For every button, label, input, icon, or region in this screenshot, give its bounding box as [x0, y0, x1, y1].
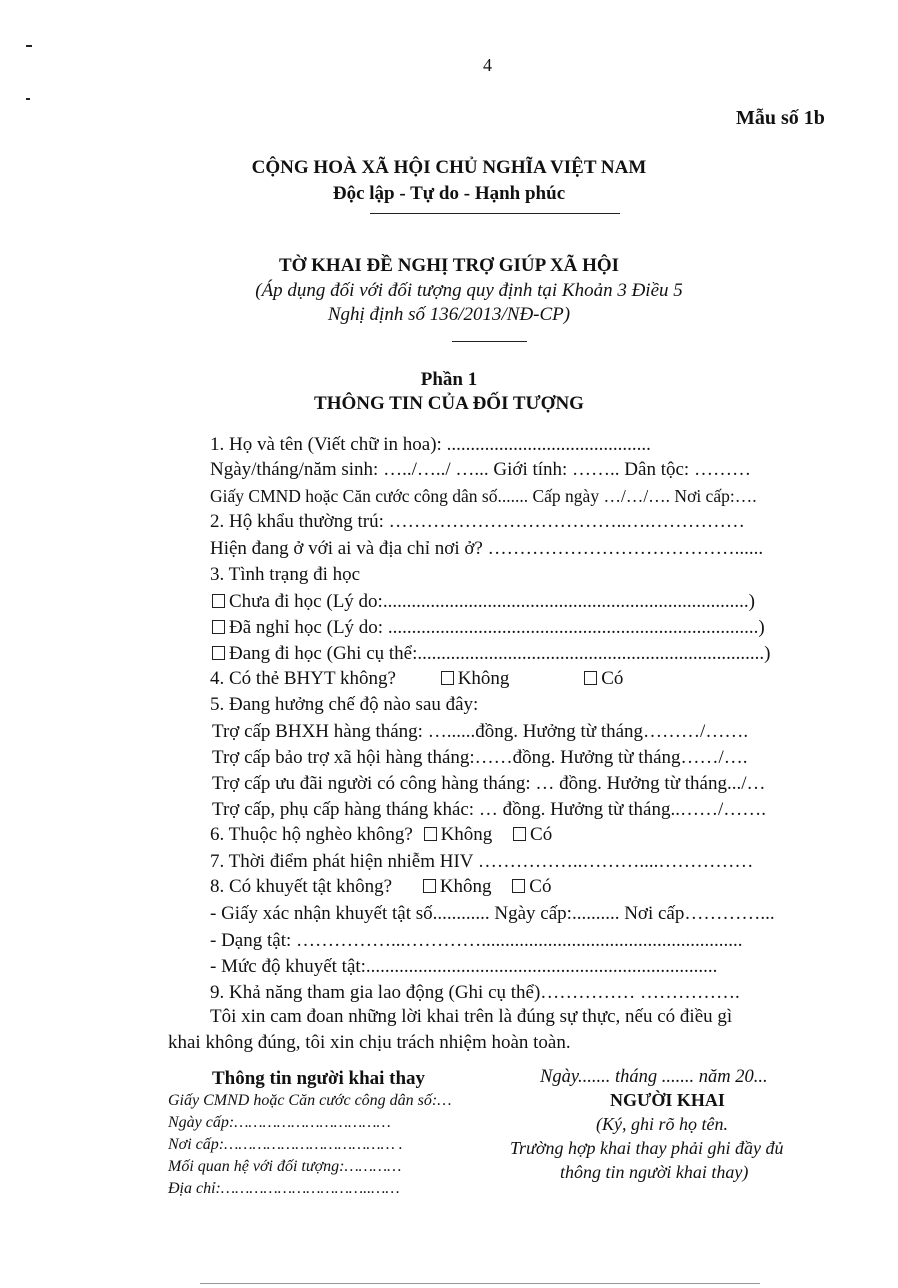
margin-mark: [26, 45, 32, 47]
page-number: 4: [483, 55, 492, 75]
field-benefits: 5. Đang hưởng chế độ nào sau đây:: [210, 694, 479, 715]
proxy-address: Địa chỉ:…………………………..……: [168, 1180, 400, 1197]
checkbox[interactable]: [423, 879, 436, 893]
checkbox[interactable]: [512, 879, 525, 893]
checkbox[interactable]: [212, 620, 225, 634]
proxy-id: Giấy CMND hoặc Căn cước công dân số:…: [168, 1092, 452, 1109]
form-subtitle-1: (Áp dụng đối với đối tượng quy định tại Khoản 3 Điều 5: [255, 280, 683, 301]
field-disability-type: - Dạng tật: ……………...………….......................................................: [210, 930, 743, 951]
field-residence: 2. Hộ khẩu thường trú: ………………………………..….……………: [210, 511, 745, 532]
proxy-issue-place: Nơi cấp:……………………………… .: [168, 1136, 403, 1153]
checkbox[interactable]: [424, 827, 437, 841]
section-heading: THÔNG TIN CỦA ĐỐI TƯỢNG: [314, 393, 584, 414]
field-disability-certificate: - Giấy xác nhận khuyết tật số............ Ngày cấp:.......... Nơi cấp…………...: [210, 903, 775, 924]
form-title: TỜ KHAI ĐỀ NGHỊ TRỢ GIÚP XÃ HỘI: [278, 255, 620, 276]
form-subtitle-2: Nghị định số 136/2013/NĐ-CP): [327, 304, 571, 325]
field-other-allowance: Trợ cấp, phụ cấp hàng tháng khác: … đồng. Hưởng từ tháng..……/…….: [212, 799, 766, 820]
field-birth-gender-ethnicity: Ngày/tháng/năm sinh: …../…../ …... Giới tính: …….. Dân tộc: ………: [210, 459, 751, 480]
field-disability: 8. Có khuyết tật không? Không Có: [210, 876, 552, 897]
nation-heading: CỘNG HOÀ XÃ HỘI CHỦ NGHĨA VIỆT NAM: [251, 157, 647, 178]
section-part: Phần 1: [420, 369, 478, 390]
field-work-capacity: 9. Khả năng tham gia lao động (Ghi cụ thể)…………… …………….: [210, 982, 740, 1003]
field-social-protection: Trợ cấp bảo trợ xã hội hàng tháng:……đồng. Hưởng từ tháng……/….: [212, 747, 748, 768]
field-living-with: Hiện đang ở với ai và địa chỉ nơi ở? …………………………………......: [210, 538, 764, 559]
checkbox[interactable]: [212, 646, 225, 660]
motto: Độc lập - Tự do - Hạnh phúc: [332, 183, 566, 204]
option-in-school: Đang đi học (Ghi cụ thể:.........................................................................): [212, 643, 770, 665]
signature-heading: NGƯỜI KHAI: [610, 1090, 725, 1110]
form-code: Mẫu số 1b: [736, 107, 825, 129]
proxy-issue-date: Ngày cấp:……………………………: [168, 1114, 391, 1131]
commitment-line-1: Tôi xin cam đoan những lời khai trên là đúng sự thực, nếu có điều gì: [210, 1006, 733, 1027]
field-hiv-detection: 7. Thời điểm phát hiện nhiễm HIV ……………..………....……………: [210, 851, 754, 872]
field-health-insurance: 4. Có thẻ BHYT không? Không Có: [210, 668, 624, 689]
checkbox[interactable]: [513, 827, 526, 841]
title-underline: [452, 341, 527, 342]
field-schooling: 3. Tình trạng đi học: [210, 564, 361, 585]
field-merit-allowance: Trợ cấp ưu đãi người có công hàng tháng: … đồng. Hưởng từ tháng.../…: [212, 773, 766, 794]
signature-note-2: Trường hợp khai thay phải ghi đầy đủ: [510, 1138, 784, 1158]
motto-underline: [370, 213, 620, 214]
margin-mark: [26, 98, 30, 100]
option-not-in-school: Chưa đi học (Lý do:.............................................................................): [212, 591, 755, 613]
field-disability-level: - Mức độ khuyết tật:..........................................................................: [210, 956, 718, 977]
bottom-edge-line: [200, 1283, 760, 1284]
field-id-card: Giấy CMND hoặc Căn cước công dân số....... Cấp ngày …/…/…. Nơi cấp:….: [210, 486, 757, 506]
proxy-relation: Mối quan hệ với đối tượng:…………: [168, 1158, 402, 1175]
field-full-name: 1. Họ và tên (Viết chữ in hoa): ...........................................: [210, 434, 651, 455]
commitment-line-2: khai không đúng, tôi xin chịu trách nhiệm hoàn toàn.: [168, 1032, 571, 1053]
field-poor-household: 6. Thuộc hộ nghèo không? Không Có: [210, 824, 553, 845]
checkbox[interactable]: [584, 671, 597, 685]
proxy-heading: Thông tin người khai thay: [212, 1068, 426, 1089]
field-social-insurance: Trợ cấp BHXH hàng tháng: …......đồng. Hưởng từ tháng………/…….: [212, 721, 749, 742]
checkbox[interactable]: [441, 671, 454, 685]
signature-note-1: (Ký, ghi rõ họ tên.: [596, 1114, 728, 1134]
option-dropped-out: Đã nghỉ học (Lý do: ..............................................................................): [212, 617, 765, 639]
checkbox[interactable]: [212, 594, 225, 608]
signature-note-3: thông tin người khai thay): [560, 1162, 749, 1182]
signature-date: Ngày....... tháng ....... năm 20...: [540, 1067, 768, 1087]
